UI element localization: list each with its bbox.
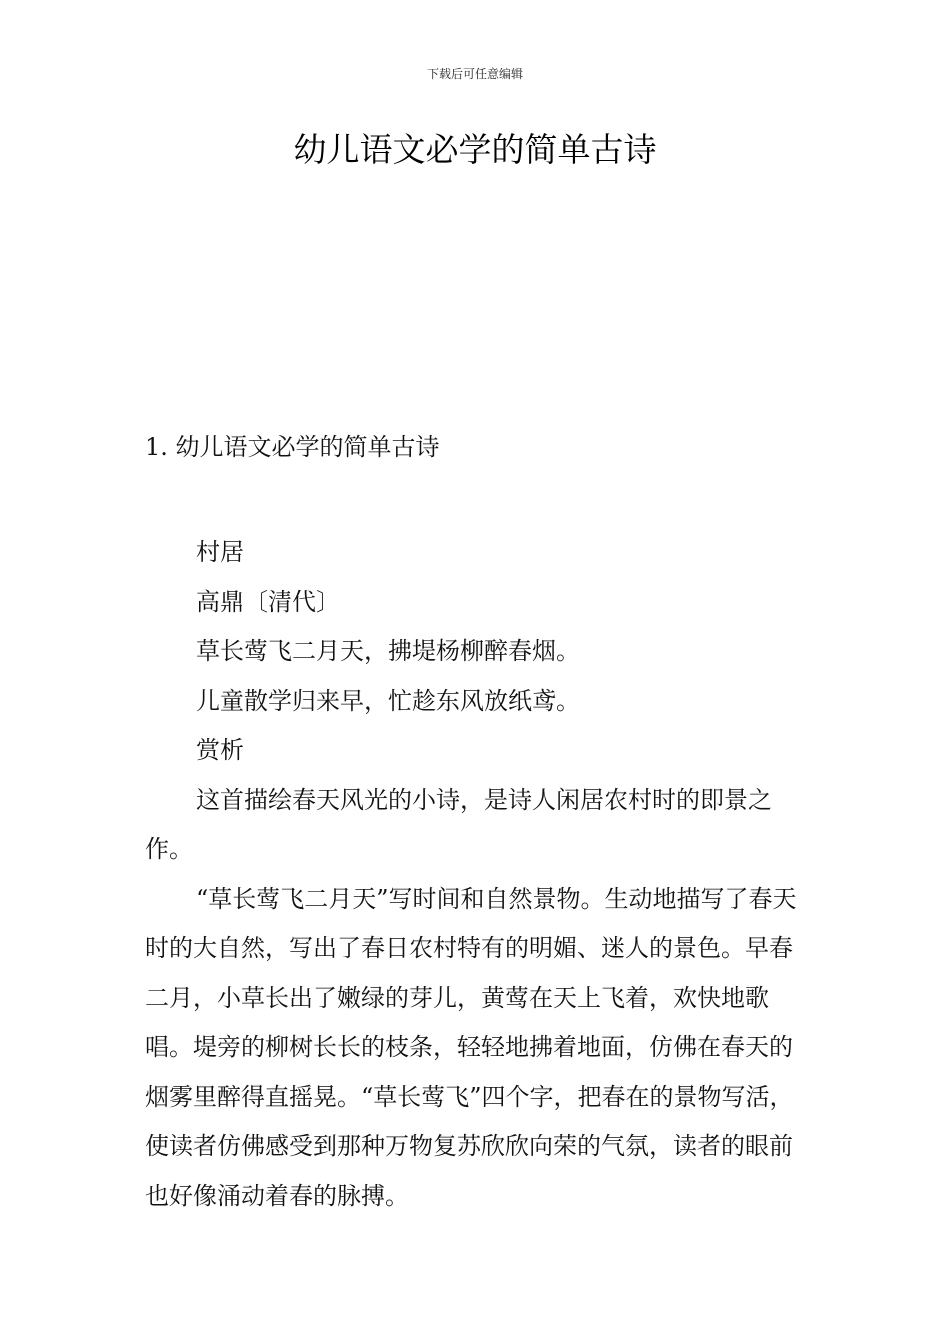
header-note: 下载后可任意编辑 bbox=[426, 67, 523, 81]
poem-line-1: 草长莺飞二月天，拂堤杨柳醉春烟。 bbox=[196, 637, 580, 665]
document-body bbox=[145, 528, 809, 1221]
section-heading: 1. 幼儿语文必学的简单古诗 bbox=[145, 433, 440, 461]
analysis-paragraph-2: “草长莺飞二月天”写时间和自然景物。生动地描写了春天时的大自然，写出了春日农村特有的明媚、迷人的景色。早春二月，小草长出了嫩绿的芽儿，黄莺在天上飞着，欢快地歌唱。堤旁的柳树长长的枝条，轻轻地拂着地面，仿佛在春天的烟雾里醉得直摇晃。“草长莺飞”四个字，把春在的景物写活，使读者仿佛感受到那种万物复苏欣欣向荣的气氛，读者的眼前也好像涌动着春的脉搏。 bbox=[145, 884, 797, 1210]
analysis-label: 赏析 bbox=[196, 736, 244, 764]
poem-author: 高鼎〔清代〕 bbox=[196, 587, 340, 616]
analysis-paragraph-1: 这首描绘春天风光的小诗，是诗人闲居农村时的即景之作。 bbox=[145, 785, 772, 863]
poem-title: 村居 bbox=[196, 538, 244, 566]
poem-line-2: 儿童散学归来早，忙趁东风放纸鸢。 bbox=[196, 686, 580, 715]
document-title: 幼儿语文必学的简单古诗 bbox=[293, 130, 657, 169]
